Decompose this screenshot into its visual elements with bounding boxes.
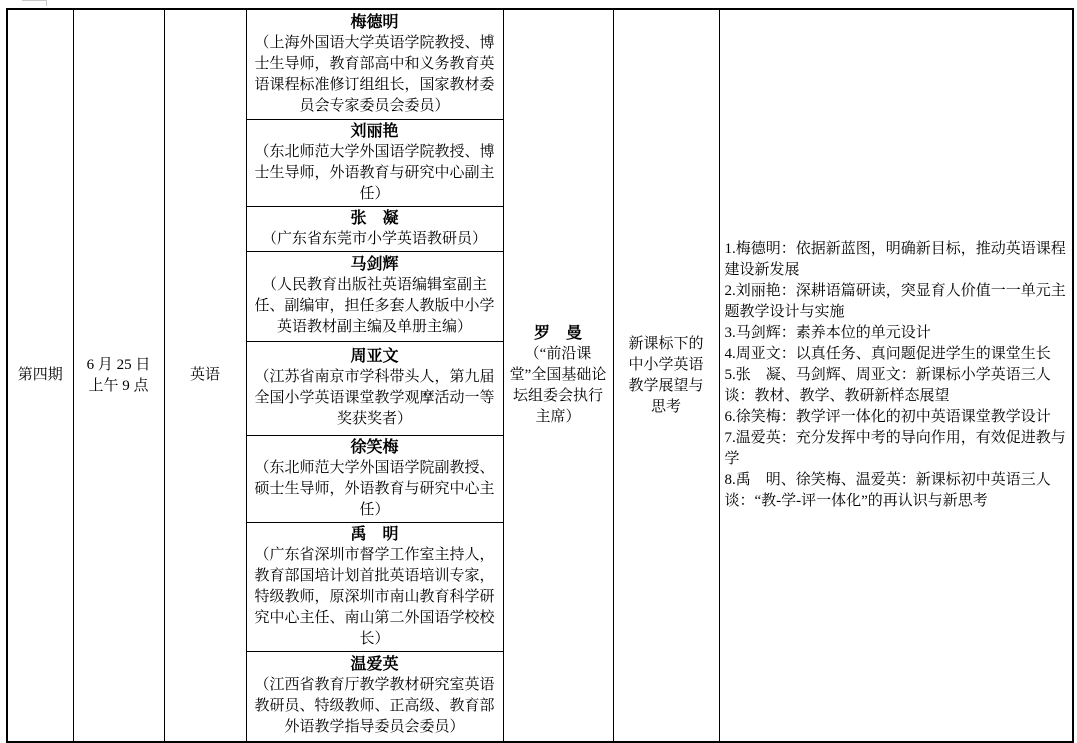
speaker-cell	[246, 651, 503, 742]
topic-item: 4.周亚文：以真任务、真问题促进学生的课堂生长	[724, 346, 1051, 362]
speaker-cell	[246, 206, 503, 251]
speaker-cell	[246, 522, 503, 651]
host-cell	[503, 9, 613, 742]
topic-item: 7.温爱英：充分发挥中考的导向作用，有效促进教与学	[724, 430, 1066, 467]
topic-item: 6.徐笑梅：教学评一体化的初中英语课堂教学设计	[724, 409, 1051, 425]
speaker-name: 徐笑梅	[350, 438, 399, 456]
speaker-name: 张 凝	[350, 209, 399, 227]
session-cell	[7, 9, 73, 742]
time-label: 上午 9 点	[88, 377, 149, 394]
speaker-desc: （东北师范大学外国语学院教授、博士生导师，外语教育与研究中心副主任）	[254, 143, 495, 202]
topic-item: 8.禹 明、徐笑梅、温爱英：新课标初中英语三人谈：“教-学-评一体化”的再认识与新思考	[724, 472, 1051, 509]
speaker-name: 梅德明	[350, 13, 399, 31]
speaker-name: 马剑辉	[350, 256, 399, 273]
speaker-desc: （上海外国语大学英语学院教授、博士生导师，教育部高中和义务教育英语课程标准修订组组长，国家教材委员会专家委员会委员）	[254, 34, 495, 114]
subject-cell	[164, 9, 246, 742]
schedule-table	[6, 8, 1074, 743]
speaker-cell	[246, 251, 503, 341]
subject-label: 英语	[189, 367, 220, 383]
speaker-name: 温爱英	[350, 656, 399, 674]
speaker-cell	[246, 9, 503, 119]
topic-item: 1.梅德明：依据新蓝图，明确新目标，推动英语课程建设新发展	[724, 241, 1066, 278]
speaker-desc: （江苏省南京市学科带头人，第九届全国小学英语课堂教学观摩活动一等奖获奖者）	[254, 369, 495, 427]
speaker-cell	[246, 341, 503, 435]
table-row	[7, 9, 1073, 119]
topic-item: 2.刘丽艳：深耕语篇研读，突显育人价值一一单元主题教学设计与实施	[724, 283, 1066, 320]
host-name: 罗 曼	[533, 325, 582, 342]
speaker-cell	[246, 435, 503, 522]
speaker-name: 刘丽艳	[350, 122, 399, 140]
speaker-desc: （东北师范大学外国语学院副教授、硕士生导师，外语教育与研究中心主任）	[254, 459, 495, 518]
topics-cell	[719, 9, 1073, 742]
speaker-cell	[246, 119, 503, 206]
datetime-cell	[73, 9, 164, 742]
topic-item: 5.张 凝、马剑辉、周亚文：新课标小学英语三人谈：教材、教学、教研新样态展望	[724, 367, 1051, 404]
theme-label: 新课标下的中小学英语教学展望与思考	[628, 335, 704, 415]
host-desc: （“前沿课堂”全国基础论坛组委会执行主席）	[509, 346, 607, 425]
theme-cell	[613, 9, 719, 742]
speaker-name: 周亚文	[350, 348, 399, 365]
speaker-desc: （人民教育出版社英语编辑室副主任、副编审，担任多套人教版中小学英语教材副主编及单册主编）	[254, 277, 495, 335]
speaker-desc: （广东省东莞市小学英语教研员）	[261, 230, 487, 247]
clipped-cell-fragment	[22, 0, 47, 6]
topic-item: 3.马剑辉：素养本位的单元设计	[724, 325, 931, 341]
speaker-desc: （江西省教育厅教学教材研究室英语教研员、特级教师、正高级、教育部外语教学指导委员会委员）	[254, 677, 495, 736]
speaker-desc: （广东省深圳市督学工作室主持人，教育部国培计划首批英语培训专家，特级教师，原深圳市南山教育科学研究中心主任、南山第二外国语学校校长）	[254, 546, 495, 647]
session-label: 第四期	[17, 367, 63, 383]
date-label: 6 月 25 日	[86, 356, 151, 373]
speaker-name: 禹 明	[350, 525, 399, 543]
